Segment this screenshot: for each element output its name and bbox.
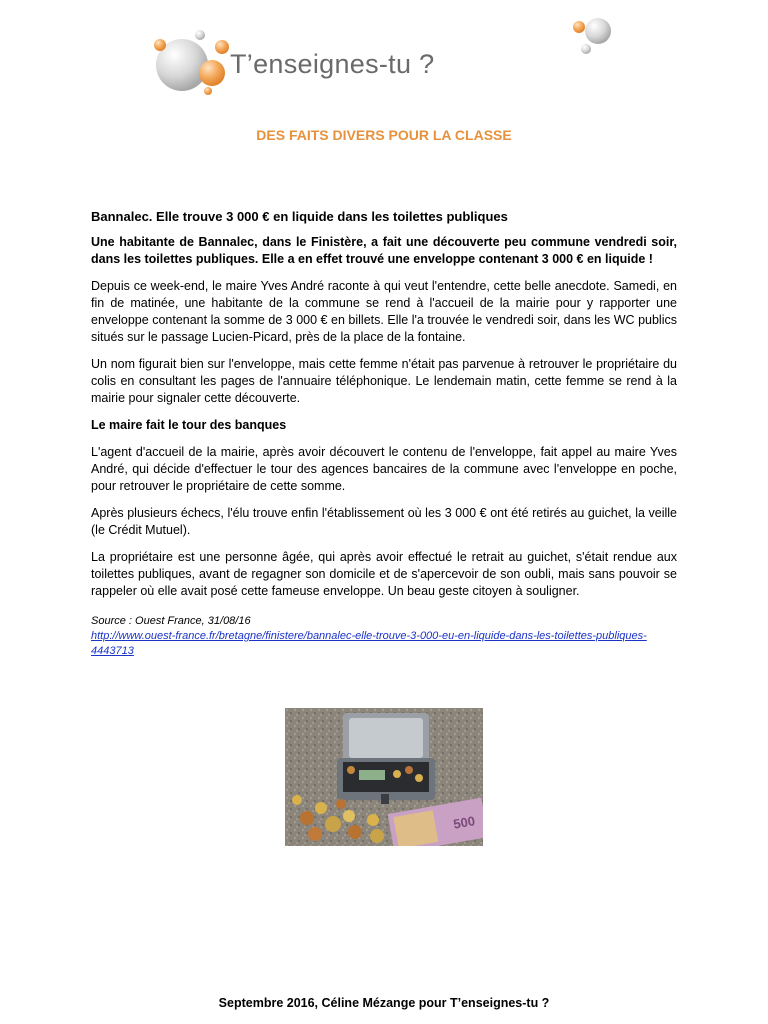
cashbox-photo xyxy=(285,708,483,846)
source-block xyxy=(91,614,671,659)
logo-text: T’enseignes-tu ? xyxy=(230,49,435,79)
article xyxy=(91,208,677,610)
article-title: Bannalec. Elle trouve 3 000 € en liquide dans les toilettes publiques xyxy=(91,209,508,224)
source-link[interactable]: http://www.ouest-france.fr/bretagne/finistere/bannalec-elle-trouve-3-000-eu-en-liquide-dans-les-toilettes-publiques-4443713 xyxy=(91,630,647,657)
article-subheading: Le maire fait le tour des banques xyxy=(91,418,287,432)
cashbox-illustration xyxy=(285,708,483,846)
article-lead: Une habitante de Bannalec, dans le Finistère, a fait une découverte peu commune vendredi soir, dans les toilettes publiques. Elle a en effet trouvé une enveloppe contenant 3 000 € en liquide ! xyxy=(91,235,677,266)
article-paragraph: La propriétaire est une personne âgée, qui après avoir effectué le retrait au guichet, s'était rendue aux toilettes publiques, avant de regagner son domicile et de s'apercevoir de son oubli, mais sans pouvoir se rappeler où elle avait posé cette fameuse enveloppe. Un beau geste citoyen à souligner. xyxy=(91,550,677,598)
article-paragraph: L'agent d'accueil de la mairie, après avoir découvert le contenu de l'enveloppe, fait appel au maire Yves André, qui décide d'effectuer le tour des agences bancaires de la commune avec l'enveloppe en poche, pour retrouver le propriétaire de cette somme. xyxy=(91,445,677,493)
page-heading: DES FAITS DIVERS POUR LA CLASSE xyxy=(256,127,512,143)
site-logo xyxy=(150,15,630,95)
article-paragraph: Un nom figurait bien sur l'enveloppe, mais cette femme n'était pas parvenue à retrouver le propriétaire du colis en consultant les pages de l'annuaire téléphonique. Le lendemain matin, cette femme se rend à la mairie pour signaler cette découverte. xyxy=(91,357,677,405)
article-paragraph: Depuis ce week-end, le maire Yves André raconte à qui veut l'entendre, cette belle anecdote. Samedi, en fin de matinée, une habitante de la commune se rend à l'accueil de la mairie pour y rapporter une enveloppe contenant la somme de 3 000 € en billets. Elle l'a trouvée le vendredi soir, dans les WC publics situés sur le passage Lucien-Picard, près de la place de la fontaine. xyxy=(91,279,677,344)
source-label: Source : Ouest France, 31/08/16 xyxy=(91,615,251,627)
page-footer: Septembre 2016, Céline Mézange pour T’enseignes-tu ? xyxy=(218,996,550,1010)
banknote-value: 500 xyxy=(452,813,477,832)
article-paragraph: Après plusieurs échecs, l'élu trouve enfin l'établissement où les 3 000 € ont été retirés au guichet, la veille (le Crédit Mutuel). xyxy=(91,506,677,537)
